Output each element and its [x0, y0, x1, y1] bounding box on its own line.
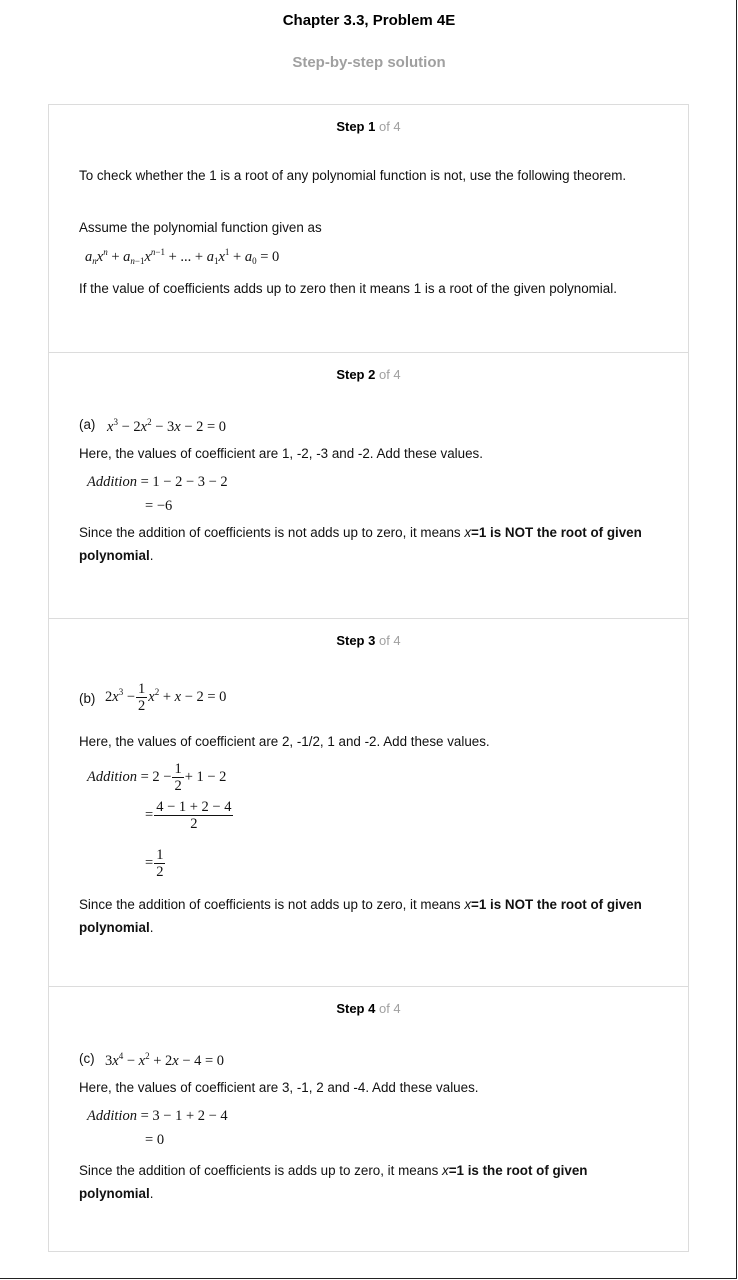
conclusion: Since the addition of coefficients is not adds up to zero, it means x=1 is NOT the root of given polynomial. — [79, 897, 642, 935]
conclusion: Since the addition of coefficients is adds up to zero, it means x=1 is the root of given polynomial. — [79, 1163, 588, 1201]
addition-result: −6 — [156, 498, 173, 514]
addition-line-2: = 0 — [145, 1132, 165, 1148]
addition-line-1: Addition = 2 − $\frac{1}{2}$ + 1 − 2 — [87, 761, 227, 794]
addition-word: Addition — [87, 474, 137, 490]
addition-line-1: Addition = 3 − 1 + 2 − 4 — [87, 1108, 228, 1124]
paragraph: Here, the values of coefficient are 2, -1/2, 1 and -2. Add these values. — [79, 734, 490, 749]
step-1 — [49, 105, 688, 353]
page-title: Chapter 3.3, Problem 4E — [282, 12, 456, 29]
conclusion: Since the addition of coefficients is not adds up to zero, it means x=1 is NOT the root of given polynomial. — [79, 525, 642, 563]
step-heading — [49, 1001, 688, 1016]
step-label: Step 1 — [336, 119, 376, 134]
paragraph: Here, the values of coefficient are 1, -2, -3 and -2. Add these values. — [79, 446, 483, 461]
solution-steps — [48, 104, 689, 1252]
paragraph: To check whether the 1 is a root of any polynomial function is not, use the following theorem. — [79, 168, 627, 183]
addition-line-3: = $\frac{1}{2}$ — [145, 847, 164, 880]
step-of: of 4 — [378, 633, 401, 648]
addition-line-2: = $\frac{4 - 1 + 2 - 4}{2}$ — [145, 799, 232, 832]
part-label: (a) — [79, 417, 96, 432]
fraction-denominator: 2 — [156, 864, 164, 880]
solution-subtitle: Step-by-step solution — [292, 54, 446, 71]
step-heading — [49, 367, 688, 382]
step-of: of 4 — [378, 1001, 401, 1016]
addition-line-2: = −6 — [145, 498, 173, 514]
step-label: Step 2 — [336, 367, 376, 382]
step-3 — [49, 619, 688, 987]
fraction-numerator: 1 — [156, 847, 164, 863]
step-label: Step 4 — [336, 1001, 376, 1016]
step-heading — [49, 633, 688, 648]
polynomial-equation: $x^3 - 2x^2 - 3x - 2 = 0$ — [107, 417, 227, 435]
step-heading — [49, 119, 688, 134]
paragraph: If the value of coefficients adds up to zero then it means 1 is a root of the given polynomial. — [79, 281, 617, 296]
step-4 — [49, 987, 688, 1251]
step-of: of 4 — [378, 119, 401, 134]
polynomial-equation: $3x^4 - x^2 + 2x - 4 = 0$ — [105, 1051, 225, 1069]
addition-word: Addition — [87, 768, 137, 785]
polynomial-general-equation: $a_nx^n + a_{n-1}x^{n-1}$ + ... + $a_1x^1 + a_0 = 0$ — [85, 247, 280, 266]
step-label: Step 3 — [336, 633, 376, 648]
step-of: of 4 — [378, 367, 401, 382]
part-label: (b) — [79, 691, 96, 706]
paragraph: Here, the values of coefficient are 3, -1, 2 and -4. Add these values. — [79, 1080, 479, 1095]
addition-line-1: Addition = 1 − 2 − 3 − 2 — [87, 474, 228, 490]
part-label: (c) — [79, 1051, 95, 1066]
step-2 — [49, 353, 688, 619]
addition-sum: 3 − 1 + 2 − 4 — [152, 1108, 228, 1124]
addition-sum: 1 − 2 − 3 − 2 — [152, 474, 228, 490]
addition-word: Addition — [87, 1108, 137, 1124]
fraction-denominator: 2 — [154, 815, 233, 832]
polynomial-equation: $2x^3$ − $\frac{1}{2}$ $x^2 + x - 2 = 0$ — [105, 681, 227, 714]
addition-result: 0 — [156, 1132, 165, 1148]
paragraph: Assume the polynomial function given as — [79, 220, 322, 235]
fraction-numerator: 4 − 1 + 2 − 4 — [156, 799, 232, 815]
